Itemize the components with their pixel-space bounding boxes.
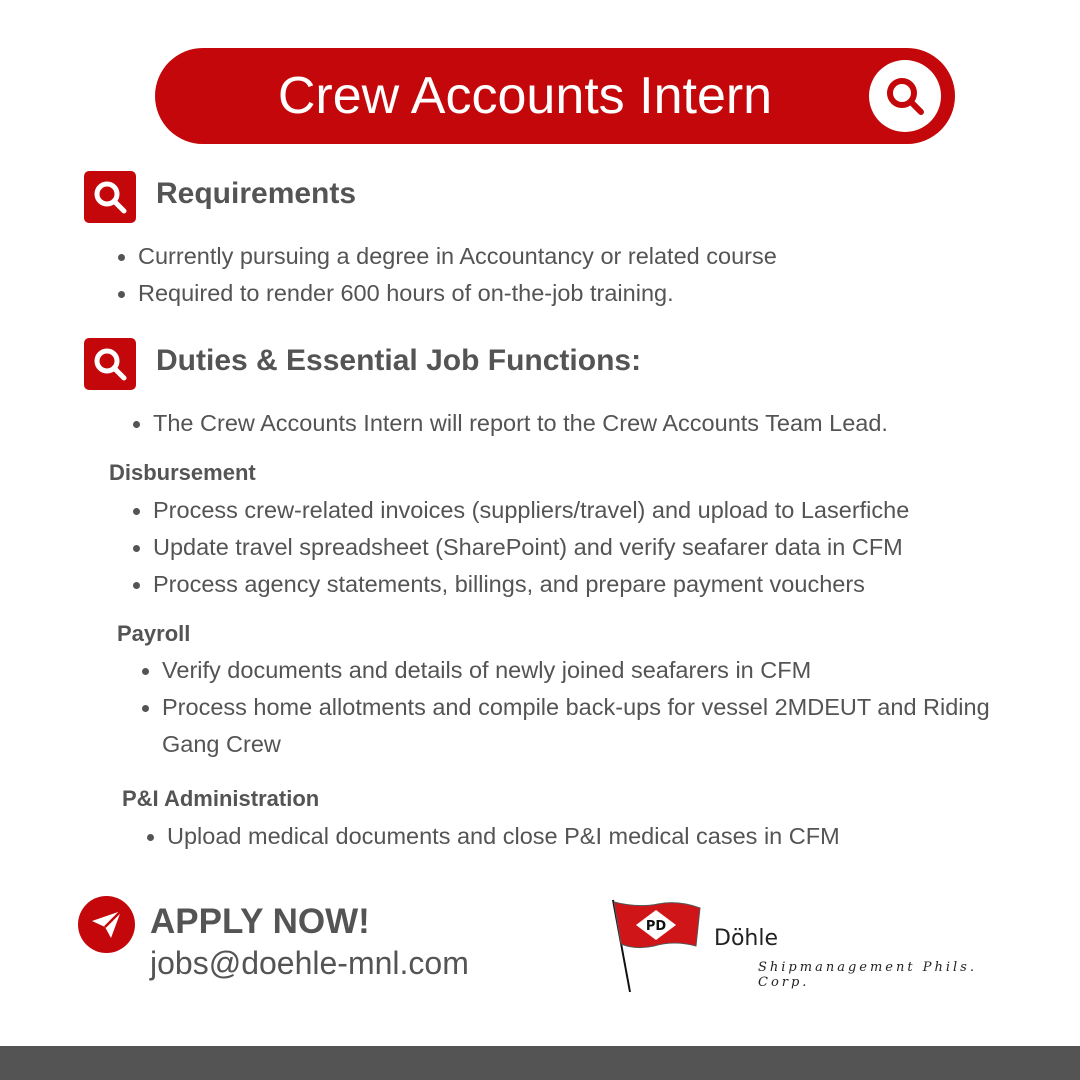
list-item: Process crew-related invoices (suppliers/travel) and upload to Laserfiche [131,492,909,529]
list-item: Process agency statements, billings, and prepare payment vouchers [131,566,909,603]
search-icon [84,338,136,390]
list-item: Required to render 600 hours of on-the-job training. [116,275,777,312]
pi-administration-list [145,818,840,855]
title-banner [155,48,955,144]
list-item: Upload medical documents and close P&I medical cases in CFM [145,818,840,855]
list-item: Process home allotments and compile back-ups for vessel 2MDEUT and Riding Gang Crew [140,689,1010,763]
company-logo [608,896,1028,996]
paper-plane-icon [78,896,135,953]
list-item: The Crew Accounts Intern will report to the Crew Accounts Team Lead. [131,405,888,442]
payroll-heading: Payroll [117,621,191,646]
payroll-list [140,652,1010,763]
page-title: Crew Accounts Intern [277,67,773,125]
footer-bar [0,1046,1080,1080]
search-icon [869,60,941,132]
disbursement-list [131,492,909,603]
list-item: Update travel spreadsheet (SharePoint) and verify seafarer data in CFM [131,529,909,566]
requirements-list [116,238,777,312]
logo-subtitle: Shipmanagement Phils. Corp. [758,960,977,990]
requirements-heading: Requirements [156,177,357,210]
search-icon [84,171,136,223]
list-item: Verify documents and details of newly joined seafarers in CFM [140,652,1010,689]
flag-text: PD [645,919,667,934]
logo-name: Döhle [714,926,778,951]
apply-email-link[interactable]: jobs@doehle-mnl.com [150,945,469,981]
duties-intro-list [131,405,888,442]
disbursement-heading: Disbursement [109,460,256,485]
apply-now-label: APPLY NOW! [150,902,370,941]
duties-heading: Duties & Essential Job Functions: [156,344,642,377]
pi-administration-heading: P&I Administration [122,786,320,811]
flag-icon [608,896,718,996]
list-item: Currently pursuing a degree in Accountancy or related course [116,238,777,275]
